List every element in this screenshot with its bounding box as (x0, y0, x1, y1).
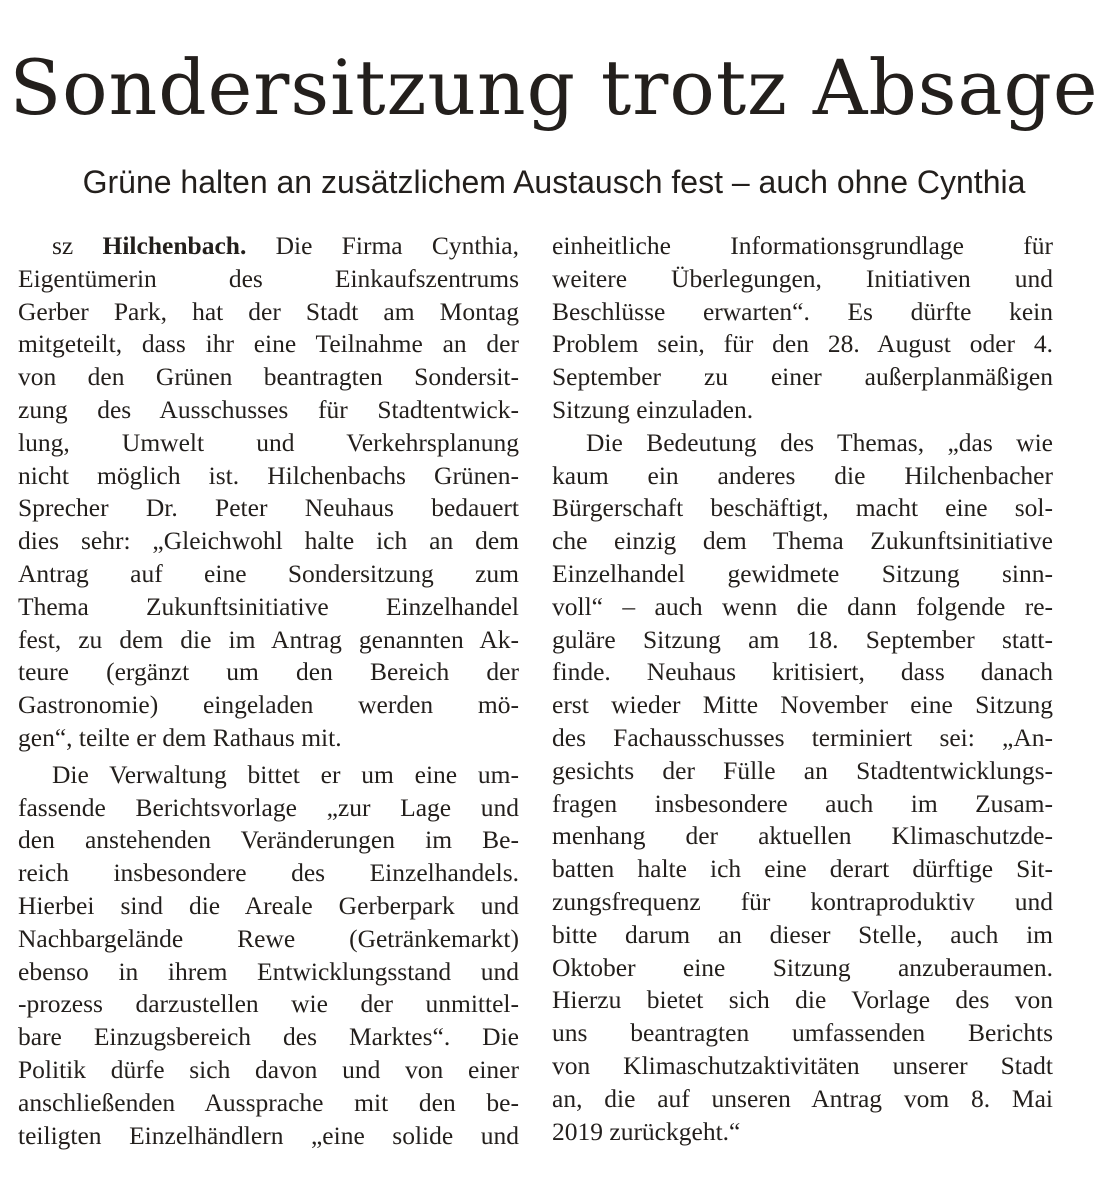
article-text-line: Beschlüsse erwarten“. Es dürfte kein (552, 296, 1053, 326)
article-text-line: Thema Zukunftsinitiative Einzelhandel (18, 591, 519, 621)
article-subheadline: Grüne halten an zusätzlichem Austausch fest – auch ohne Cynthia (82, 164, 1026, 200)
article-text-line: Die Verwaltung bittet er um eine um- (52, 759, 519, 789)
article-text-line: September zu einer außerplanmäßigen (552, 362, 1053, 392)
article-text-line: Gastronomie) eingeladen werden mö- (18, 690, 519, 720)
article-text-line: finde. Neuhaus kritisiert, dass danach (552, 657, 1053, 687)
article-text-line: Antrag auf eine Sondersitzung zum (18, 558, 519, 588)
dateline-text: Die Firma Cynthia, (246, 231, 519, 260)
article-text-line: teure (ergänzt um den Bereich der (18, 657, 519, 687)
article-text-line: fragen insbesondere auch im Zusam- (552, 788, 1053, 818)
article-text-line: Gerber Park, hat der Stadt am Montag (18, 296, 519, 326)
article-text-line: reich insbesondere des Einzelhandels. (18, 858, 519, 888)
article-headline: Sondersitzung trotz Absage (9, 44, 1099, 132)
article-text-line: von den Grünen beantragten Sondersit- (18, 362, 519, 392)
article-text-line: nicht möglich ist. Hilchenbachs Grünen- (18, 460, 519, 490)
article-text-line: Bürgerschaft beschäftigt, macht eine sol- (552, 493, 1053, 523)
dateline-location: Hilchenbach. (102, 231, 247, 260)
article-text-line: Problem sein, für den 28. August oder 4. (552, 329, 1053, 359)
article-text-line: an, die auf unseren Antrag vom 8. Mai (552, 1083, 1053, 1113)
article-text-line: kaum ein anderes die Hilchenbacher (552, 460, 1053, 490)
article-text-line: Eigentümerin des Einkaufszentrums (18, 263, 519, 293)
article-text-line: ebenso in ihrem Entwicklungsstand und (18, 956, 519, 986)
article-text-line: lung, Umwelt und Verkehrsplanung (18, 427, 519, 457)
article-text-line: Hierzu bietet sich die Vorlage des von (552, 985, 1053, 1015)
article-text-line: Nachbargelände Rewe (Getränkemarkt) (18, 923, 519, 953)
dateline-prefix: sz (52, 231, 103, 260)
article-column-right (552, 230, 1053, 1148)
article-text-line: des Fachausschusses terminiert sei: „An- (552, 722, 1053, 752)
article-text-line: bitte darum an dieser Stelle, auch im (552, 919, 1053, 949)
article-text-line: Oktober eine Sitzung anzuberaumen. (552, 952, 1053, 982)
article-text-line: von Klimaschutzaktivitäten unserer Stadt (552, 1050, 1053, 1080)
article-text-line (18, 230, 519, 263)
article-text-line: erst wieder Mitte November eine Sitzung (552, 690, 1053, 720)
article-text-line: bare Einzugsbereich des Marktes“. Die (18, 1022, 519, 1052)
article-text-line: guläre Sitzung am 18. September statt- (552, 624, 1053, 654)
article-text-line: mitgeteilt, dass ihr eine Teilnahme an der (18, 329, 519, 359)
article-text-line: 2019 zurückgeht.“ (552, 1116, 741, 1146)
article-text-line: weitere Überlegungen, Initiativen und (552, 263, 1053, 293)
article-text-line: Sitzung einzuladen. (552, 394, 754, 424)
article-text-line: fest, zu dem die im Antrag genannten Ak- (18, 624, 519, 654)
article-text-line: Politik dürfe sich davon und von einer (18, 1054, 519, 1084)
article-text-line: uns beantragten umfassenden Berichts (552, 1018, 1053, 1048)
article-text-line: einheitliche Informationsgrundlage für (552, 231, 1053, 260)
article-text-line: menhang der aktuellen Klimaschutzde- (552, 821, 1053, 851)
article-text-line: gesichts der Fülle an Stadtentwicklungs- (552, 755, 1053, 785)
article-text-line: che einzig dem Thema Zukunftsinitiative (552, 526, 1053, 556)
article-text-line: batten halte ich eine derart dürftige Sit- (552, 854, 1053, 884)
article-text-line: teiligten Einzelhändlern „eine solide und (18, 1120, 519, 1150)
article-text-line: -prozess darzustellen wie der unmittel- (18, 989, 519, 1019)
article-text-line: fassende Berichtsvorlage „zur Lage und (18, 792, 519, 822)
article-text-line: den anstehenden Veränderungen im Be- (18, 825, 519, 855)
article-text-line: Einzelhandel gewidmete Sitzung sinn- (552, 558, 1053, 588)
article-text-line: gen“, teilte er dem Rathaus mit. (18, 722, 342, 752)
article-text-line: zungsfrequenz für kontraproduktiv und (552, 886, 1053, 916)
article-text-line: Die Bedeutung des Themas, „das wie (586, 427, 1053, 457)
article-text-line: voll“ – auch wenn die dann folgende re- (552, 591, 1053, 621)
article-text-line: anschließenden Aussprache mit den be- (18, 1087, 519, 1117)
article-text-line: dies sehr: „Gleichwohl halte ich an dem (18, 526, 519, 556)
article-text-line: Sprecher Dr. Peter Neuhaus bedauert (18, 493, 519, 523)
article-text-line: Hierbei sind die Areale Gerberpark und (18, 890, 519, 920)
article-column-left (18, 230, 519, 1152)
article-text-line: zung des Ausschusses für Stadtentwick- (18, 394, 519, 424)
